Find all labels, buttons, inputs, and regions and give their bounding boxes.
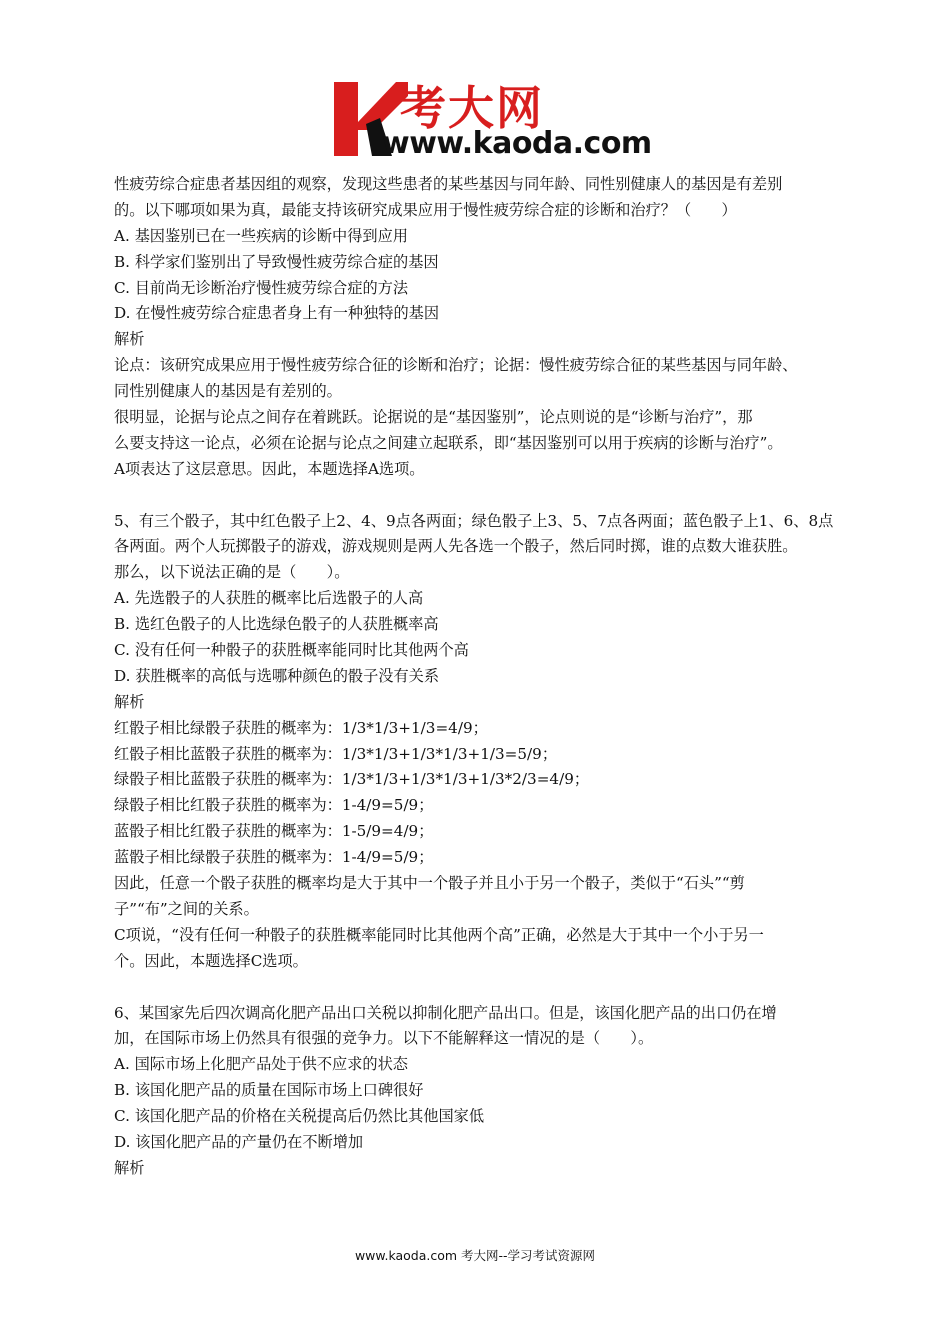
text-line: 各两面。两个人玩掷骰子的游戏，游戏规则是两人先各选一个骰子，然后同时掷，谁的点数大谁获胜。: [114, 537, 798, 556]
text-line: 么要支持这一论点，必须在论据与论点之间建立起联系，即“基因鉴别可以用于疾病的诊断与治疗”。: [114, 433, 783, 452]
text-line: 绿骰子相比红骰子获胜的概率为：1-4/9=5/9；: [114, 796, 434, 815]
text-line: A. 基因鉴别已在一些疾病的诊断中得到应用: [114, 226, 408, 245]
document-body: [114, 172, 854, 1182]
text-line: 绿骰子相比蓝骰子获胜的概率为：1/3*1/3+1/3*1/3+1/3*2/3=4/9；: [114, 770, 590, 789]
text-line: D. 获胜概率的高低与选哪种颜色的骰子没有关系: [114, 666, 440, 685]
text-line: 蓝骰子相比红骰子获胜的概率为：1-5/9=4/9；: [114, 822, 434, 841]
text-line: 5、有三个骰子，其中红色骰子上2、4、9点各两面；绿色骰子上3、5、7点各两面；蓝色骰子上1、6、8点: [114, 511, 834, 530]
text-line: 红骰子相比绿骰子获胜的概率为：1/3*1/3+1/3=4/9；: [114, 718, 488, 737]
paragraph-gap: [114, 975, 854, 1001]
site-logo: [330, 78, 660, 168]
text-line: A. 国际市场上化肥产品处于供不应求的状态: [114, 1055, 408, 1074]
text-line: D. 在慢性疲劳综合症患者身上有一种独特的基因: [114, 304, 440, 323]
text-line: C. 该国化肥产品的价格在关税提高后仍然比其他国家低: [114, 1107, 485, 1126]
text-line: D. 该国化肥产品的产量仍在不断增加: [114, 1132, 364, 1151]
paragraph-gap: [114, 483, 854, 509]
logo-url-text: www.kaoda.com: [382, 126, 652, 161]
text-line: A项表达了这层意思。因此，本题选择A选项。: [114, 459, 425, 478]
text-line: 加，在国际市场上仍然具有很强的竞争力。以下不能解释这一情况的是（ ）。: [114, 1029, 654, 1048]
text-line: 蓝骰子相比绿骰子获胜的概率为：1-4/9=5/9；: [114, 848, 434, 867]
text-line: A. 先选骰子的人获胜的概率比后选骰子的人高: [114, 589, 424, 608]
text-line: C. 没有任何一种骰子的获胜概率能同时比其他两个高: [114, 641, 469, 660]
text-line: 同性别健康人的基因是有差别的。: [114, 382, 342, 401]
text-line: 很明显，论据与论点之间存在着跳跃。论据说的是“基因鉴别”，论点则说的是“诊断与治疗”，那: [114, 408, 753, 427]
logo-chinese-text: 考大网: [400, 81, 544, 135]
text-line: 的。以下哪项如果为真，最能支持该研究成果应用于慢性疲劳综合症的诊断和治疗？（ ）: [114, 200, 737, 219]
text-line: B. 该国化肥产品的质量在国际市场上口碑很好: [114, 1081, 424, 1100]
text-line: 红骰子相比蓝骰子获胜的概率为：1/3*1/3+1/3*1/3+1/3=5/9；: [114, 744, 558, 763]
page-footer: www.kaoda.com 考大网--学习考试资源网: [354, 1248, 596, 1263]
text-line: B. 科学家们鉴别出了导致慢性疲劳综合症的基因: [114, 252, 439, 271]
text-line: 解析: [114, 330, 145, 349]
text-line: 因此，任意一个骰子获胜的概率均是大于其中一个骰子并且小于另一个骰子，类似于“石头”“剪: [114, 874, 745, 893]
text-line: B. 选红色骰子的人比选绿色骰子的人获胜概率高: [114, 615, 439, 634]
text-line: 性疲劳综合症患者基因组的观察，发现这些患者的某些基因与同年龄、同性别健康人的基因是有差别: [114, 175, 783, 193]
text-line: 解析: [114, 1158, 145, 1177]
text-line: C项说，“没有任何一种骰子的获胜概率能同时比其他两个高”正确，必然是大于其中一个小于另一: [114, 925, 764, 944]
text-line: 解析: [114, 692, 145, 711]
text-line: 个。因此，本题选择C选项。: [114, 951, 308, 970]
text-line: 论点：该研究成果应用于慢性疲劳综合征的诊断和治疗；论据：慢性疲劳综合征的某些基因与同年龄、: [114, 356, 798, 375]
text-line: 子”“布”之间的关系。: [114, 899, 259, 918]
text-line: 6、某国家先后四次调高化肥产品出口关税以抑制化肥产品出口。但是，该国化肥产品的出口仍在增: [114, 1003, 777, 1022]
text-line: 那么，以下说法正确的是（ ）。: [114, 563, 350, 582]
text-line: C. 目前尚无诊断治疗慢性疲劳综合症的方法: [114, 278, 409, 297]
